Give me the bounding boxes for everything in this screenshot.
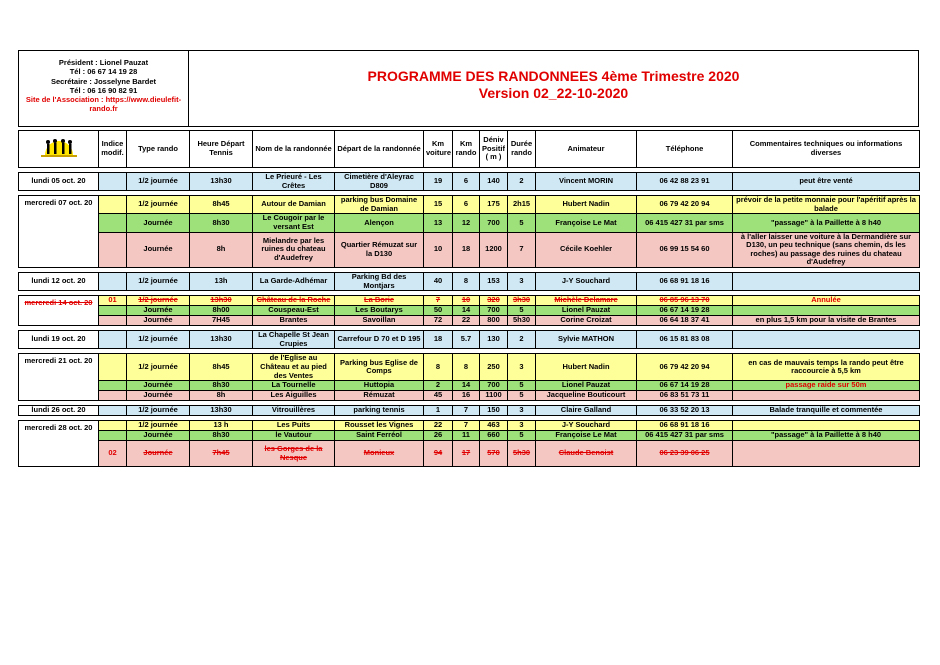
deniv-cell: 1200 [480,232,508,267]
table-row [19,421,920,431]
km-voiture-cell: 72 [424,316,453,326]
comment-cell [733,421,920,431]
duree-cell: 3 [508,406,536,416]
date-cell: mercredi 07 oct. 20 [19,196,99,268]
club-logo-icon [37,135,81,163]
km-rando-cell: 11 [453,431,480,441]
depart-cell: Quartier Rémuzat sur la D130 [335,232,424,267]
telephone-cell: 06 415 427 31 par sms [637,214,733,232]
km-rando-cell: 17 [453,441,480,467]
duree-cell: 2 [508,331,536,349]
heure-cell: 13h30 [190,296,253,306]
deniv-cell: 175 [480,196,508,214]
duree-cell: 2 [508,173,536,191]
logo-cell [19,131,99,168]
president: Président : Lionel Pauzat [58,58,149,67]
nom-cell: Couspeau-Est [253,306,335,316]
depart-cell: Savoillan [335,316,424,326]
deniv-cell: 800 [480,316,508,326]
depart-cell: Rousset les Vignes [335,421,424,431]
km-voiture-cell: 10 [424,232,453,267]
animateur-cell: J-Y Souchard [536,421,637,431]
heure-cell: 7H45 [190,316,253,326]
depart-cell: Parking Bd des Montjars [335,272,424,290]
telephone-cell: 06 33 52 20 13 [637,406,733,416]
heure-cell: 8h45 [190,354,253,381]
table-row [19,296,920,306]
type-cell: 1/2 journée [127,272,190,290]
telephone-cell: 06 15 81 83 08 [637,331,733,349]
km-voiture-cell: 50 [424,306,453,316]
table-row [19,232,920,267]
deniv-cell: 1100 [480,391,508,401]
km-rando-cell: 22 [453,316,480,326]
indice-cell [99,173,127,191]
depart-cell: Alençon [335,214,424,232]
telephone-cell: 06 83 51 73 11 [637,391,733,401]
indice-cell: 02 [99,441,127,467]
km-rando-cell: 6 [453,196,480,214]
comment-cell: "passage" à la Paillette à 8 h40 [733,214,920,232]
heure-cell: 13h30 [190,331,253,349]
indice-cell [99,391,127,401]
indice-cell [99,381,127,391]
animateur-cell: Claude Benoist [536,441,637,467]
duree-cell: 5h30 [508,441,536,467]
program-table [18,130,920,467]
header [18,50,919,127]
telephone-cell: 06 67 14 19 28 [637,381,733,391]
animateur-cell: Françoise Le Mat [536,431,637,441]
table-row [19,196,920,214]
page-title [189,51,918,126]
secretary: Secrétaire : Josselyne Bardet [50,76,157,86]
col-km-voiture: Km voiture [424,131,453,168]
km-rando-cell: 7 [453,406,480,416]
heure-cell: 8h45 [190,196,253,214]
type-cell: Journée [127,381,190,391]
indice-cell [99,272,127,290]
nom-cell: les Gorges de la Nesque [253,441,335,467]
deniv-cell: 250 [480,354,508,381]
depart-cell: Huttopia [335,381,424,391]
telephone-cell: 06 64 18 37 41 [637,316,733,326]
telephone-cell: 06 79 42 20 94 [637,196,733,214]
type-cell: Journée [127,316,190,326]
comment-cell: à l'aller laisser une voiture à la Dermandière sur D130, un peu technique (sans chemin, ds les roches) au passage des ruines du chateau d'Audefrey [733,232,920,267]
duree-cell: 3h30 [508,296,536,306]
table-row [19,381,920,391]
km-rando-cell: 5.7 [453,331,480,349]
km-voiture-cell: 40 [424,272,453,290]
animateur-cell: Michèle Delamare [536,296,637,306]
km-rando-cell: 14 [453,381,480,391]
comment-cell: Annulée [733,296,920,306]
heure-cell: 8h30 [190,381,253,391]
date-cell: lundi 19 oct. 20 [19,331,99,349]
site-link[interactable]: Site de l'Association : https://www.dieulefit-rando.fr [25,95,182,114]
duree-cell: 5 [508,391,536,401]
telephone-cell: 06 85 96 13 70 [637,296,733,306]
col-type: Type rando [127,131,190,168]
title-line-2: Version 02_22-10-2020 [478,85,629,101]
col-indice: Indice modif. [99,131,127,168]
nom-cell: Brantes [253,316,335,326]
telephone-cell: 06 415 427 31 par sms [637,431,733,441]
comment-cell: passage raide sur 50m [733,381,920,391]
duree-cell: 7 [508,232,536,267]
animateur-cell: Hubert Nadin [536,196,637,214]
table-row [19,173,920,191]
indice-cell [99,214,127,232]
telephone-cell: 06 68 91 18 16 [637,272,733,290]
depart-cell: Carrefour D 70 et D 195 [335,331,424,349]
col-animateur: Animateur [536,131,637,168]
col-deniv: Déniv Positif ( m ) [480,131,508,168]
animateur-cell: J-Y Souchard [536,272,637,290]
comment-cell: Balade tranquille et commentée [733,406,920,416]
telephone-cell: 06 79 42 20 94 [637,354,733,381]
animateur-cell: Sylvie MATHON [536,331,637,349]
heure-cell: 13h30 [190,173,253,191]
table-header-row [19,131,920,168]
comment-cell [733,441,920,467]
heure-cell: 13h30 [190,406,253,416]
duree-cell: 3 [508,354,536,381]
telephone-cell: 06 99 15 54 60 [637,232,733,267]
col-depart: Départ de la randonnée [335,131,424,168]
depart-cell: Parking bus Eglise de Comps [335,354,424,381]
nom-cell: Les Aiguilles [253,391,335,401]
km-voiture-cell: 2 [424,381,453,391]
type-cell: Journée [127,214,190,232]
animateur-cell: Lionel Pauzat [536,306,637,316]
nom-cell: Le Cougoir par le versant Est [253,214,335,232]
date-cell: mercredi 21 oct. 20 [19,354,99,401]
table-row [19,391,920,401]
animateur-cell: Claire Galland [536,406,637,416]
telephone-cell: 06 42 88 23 91 [637,173,733,191]
table-row [19,406,920,416]
depart-cell: Cimetière d'Aleyrac D809 [335,173,424,191]
deniv-cell: 700 [480,381,508,391]
indice-cell [99,406,127,416]
col-nom: Nom de la randonnée [253,131,335,168]
indice-cell [99,431,127,441]
km-voiture-cell: 13 [424,214,453,232]
comment-cell: en plus 1,5 km pour la visite de Brantes [733,316,920,326]
animateur-cell: Françoise Le Mat [536,214,637,232]
nom-cell: Mielandre par les ruines du chateau d'Audefrey [253,232,335,267]
nom-cell: Les Puits [253,421,335,431]
animateur-cell: Cécile Koehler [536,232,637,267]
km-voiture-cell: 18 [424,331,453,349]
comment-cell [733,391,920,401]
table-row [19,441,920,467]
heure-cell: 8h [190,391,253,401]
duree-cell: 5 [508,214,536,232]
deniv-cell: 150 [480,406,508,416]
duree-cell: 5 [508,381,536,391]
type-cell: 1/2 journée [127,296,190,306]
duree-cell: 5 [508,306,536,316]
deniv-cell: 320 [480,296,508,306]
deniv-cell: 660 [480,431,508,441]
type-cell: Journée [127,391,190,401]
duree-cell: 5 [508,431,536,441]
km-rando-cell: 16 [453,391,480,401]
nom-cell: Vitrouillères [253,406,335,416]
col-commentaires: Commentaires techniques ou informations diverses [733,131,920,168]
date-cell: lundi 12 oct. 20 [19,272,99,290]
type-cell: Journée [127,232,190,267]
type-cell: Journée [127,431,190,441]
table-row [19,214,920,232]
type-cell: 1/2 journée [127,421,190,431]
depart-cell: parking bus Domaine de Damian [335,196,424,214]
telephone-cell: 06 23 39 06 25 [637,441,733,467]
telephone-cell: 06 68 91 18 16 [637,421,733,431]
nom-cell: La Tournelle [253,381,335,391]
table-row [19,306,920,316]
duree-cell: 3 [508,272,536,290]
type-cell: 1/2 journée [127,196,190,214]
president-tel: Tél : 06 67 14 19 28 [69,67,138,77]
col-heure: Heure Départ Tennis [190,131,253,168]
km-voiture-cell: 1 [424,406,453,416]
comment-cell: "passage" à la Paillette à 8 h40 [733,431,920,441]
nom-cell: de l'Eglise au Château et au pied des Ventes [253,354,335,381]
km-voiture-cell: 7 [424,296,453,306]
indice-cell [99,316,127,326]
telephone-cell: 06 67 14 19 28 [637,306,733,316]
depart-cell: Saint Ferréol [335,431,424,441]
type-cell: 1/2 journée [127,331,190,349]
nom-cell: Autour de Damian [253,196,335,214]
duree-cell: 2h15 [508,196,536,214]
depart-cell: Monieux [335,441,424,467]
indice-cell [99,354,127,381]
deniv-cell: 153 [480,272,508,290]
nom-cell: le Vautour [253,431,335,441]
indice-cell [99,306,127,316]
date-cell: lundi 05 oct. 20 [19,173,99,191]
km-rando-cell: 8 [453,272,480,290]
km-voiture-cell: 26 [424,431,453,441]
table-row [19,331,920,349]
deniv-cell: 140 [480,173,508,191]
deniv-cell: 130 [480,331,508,349]
indice-cell [99,331,127,349]
indice-cell [99,421,127,431]
km-voiture-cell: 15 [424,196,453,214]
type-cell: Journée [127,306,190,316]
comment-cell: en cas de mauvais temps la rando peut être raccourcie à 5,5 km [733,354,920,381]
indice-cell: 01 [99,296,127,306]
animateur-cell: Corine Croizat [536,316,637,326]
depart-cell: parking tennis [335,406,424,416]
depart-cell: La Borie [335,296,424,306]
duree-cell: 5h30 [508,316,536,326]
km-rando-cell: 18 [453,232,480,267]
km-rando-cell: 6 [453,173,480,191]
table-row [19,272,920,290]
comment-cell [733,272,920,290]
col-telephone: Téléphone [637,131,733,168]
indice-cell [99,232,127,267]
date-cell: lundi 26 oct. 20 [19,406,99,416]
heure-cell: 13h [190,272,253,290]
animateur-cell: Hubert Nadin [536,354,637,381]
comment-cell [733,331,920,349]
table-row [19,431,920,441]
km-voiture-cell: 94 [424,441,453,467]
table-row [19,354,920,381]
nom-cell: Le Prieuré - Les Crêtes [253,173,335,191]
comment-cell [733,306,920,316]
deniv-cell: 700 [480,214,508,232]
indice-cell [99,196,127,214]
heure-cell: 8h00 [190,306,253,316]
km-rando-cell: 14 [453,306,480,316]
animateur-cell: Jacqueline Bouticourt [536,391,637,401]
date-cell: mercredi 14 oct. 20 [19,296,99,326]
heure-cell: 8h [190,232,253,267]
heure-cell: 8h30 [190,214,253,232]
depart-cell: Rémuzat [335,391,424,401]
duree-cell: 3 [508,421,536,431]
nom-cell: La Chapelle St Jean Crupies [253,331,335,349]
comment-cell: prévoir de la petite monnaie pour l'apéritif après la balade [733,196,920,214]
deniv-cell: 700 [480,306,508,316]
km-rando-cell: 10 [453,296,480,306]
km-voiture-cell: 19 [424,173,453,191]
deniv-cell: 570 [480,441,508,467]
km-voiture-cell: 45 [424,391,453,401]
type-cell: 1/2 journée [127,173,190,191]
col-duree: Durée rando [508,131,536,168]
km-voiture-cell: 8 [424,354,453,381]
contact-box [19,51,189,126]
animateur-cell: Vincent MORIN [536,173,637,191]
secretary-tel: Tél : 06 16 90 82 91 [69,85,138,95]
date-cell: mercredi 28 oct. 20 [19,421,99,467]
km-rando-cell: 12 [453,214,480,232]
km-rando-cell: 8 [453,354,480,381]
nom-cell: La Garde-Adhémar [253,272,335,290]
comment-cell: peut être venté [733,173,920,191]
type-cell: 1/2 journée [127,406,190,416]
heure-cell: 8h30 [190,431,253,441]
depart-cell: Les Boutarys [335,306,424,316]
animateur-cell: Lionel Pauzat [536,381,637,391]
heure-cell: 7h45 [190,441,253,467]
heure-cell: 13 h [190,421,253,431]
type-cell: 1/2 journée [127,354,190,381]
nom-cell: Château de la Roche [253,296,335,306]
km-voiture-cell: 22 [424,421,453,431]
title-line-1: PROGRAMME DES RANDONNEES 4ème Trimestre 2020 [367,68,740,84]
deniv-cell: 463 [480,421,508,431]
type-cell: Journée [127,441,190,467]
col-km-rando: Km rando [453,131,480,168]
km-rando-cell: 7 [453,421,480,431]
table-row [19,316,920,326]
